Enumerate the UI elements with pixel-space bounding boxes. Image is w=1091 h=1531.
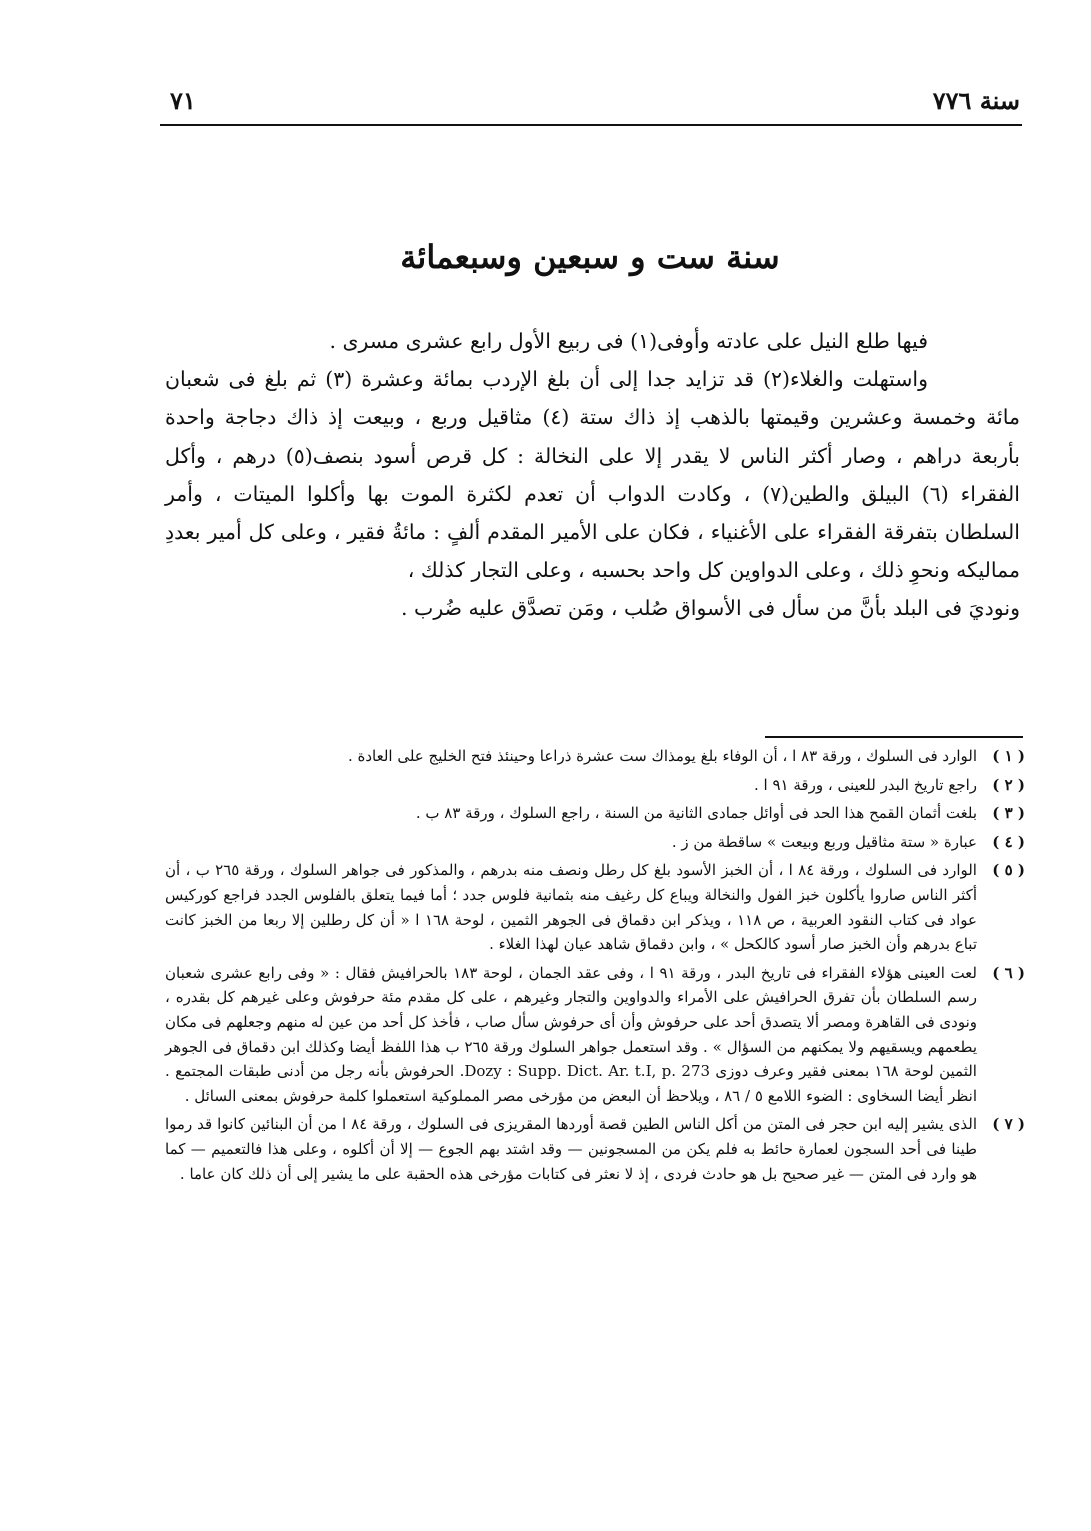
footnote <box>165 1112 1025 1186</box>
footnote <box>165 830 1025 855</box>
footnote-text: لعت العينى هؤلاء الفقراء فى تاريخ البدر ، ورقة ٩١ ا ، وفى عقد الجمان ، لوحة ١٨٣ بالحرافيش فقال : « وفى رابع عشرى شعبان رسم السلطان بأن تفرق الحرافيش على الأمراء والدواوين والتجار وغيرهم ، على كل مقدم مئة حرفوش وعلى غيرهم كل بقدره ، ونودى فى القاهرة ومصر ألا يتصدق أحد على حرفوش وأن أى حرفوش سأل صاب ، فأخذ كل أحد من عين له منهم وجعلهم فى مكان يطعمهم ويسقيهم ولا يمكنهم من السؤال » . وقد استعمل جواهر السلوك ورقة ٢٦٥ ب هذا اللفظ أيضا وكذلك ابن دقماق فى الجوهر الثمين لوحة ١٦٨ بمعنى فقير وعرف دوزى Dozy : Supp. Dict. Ar. t.I, p. 273. الحرفوش بأنه رجل من أدنى طبقات المجتمع . انظر أيضا السخاوى : الضوء اللامع ٥ / ٨٦ ، ويلاحظ أن البعض من مؤرخى مصر المملوكية استعملوا كلمة حرفوش بمعنى السائل . <box>165 963 977 1105</box>
chapter-title: سنة ست و سبعين وسبعمائة <box>400 238 780 276</box>
footnote <box>165 773 1025 798</box>
footnote-rule <box>765 736 1023 738</box>
paragraph: ونوديَ فى البلد بأنَّ من سأل فى الأسواق صُلب ، ومَن تصدَّق عليه ضُرب . <box>400 596 1020 621</box>
footnote-number: ( ١ ) <box>992 747 1025 765</box>
header-rule <box>160 124 1022 126</box>
page-header <box>160 86 1020 122</box>
footnotes <box>165 744 1025 1190</box>
footnote-text: الوارد فى السلوك ، ورقة ٨٣ ا ، أن الوفاء بلغ يومذاك ست عشرة ذراعا وحينئذ فتح الخليج على العادة . <box>347 747 977 765</box>
page-number: ٧١ <box>170 86 196 115</box>
paragraph: فيها طلع النيل على عادته وأوفى(١) فى ربيع الأول رابع عشرى مسرى . <box>329 329 928 353</box>
footnote <box>165 801 1025 826</box>
footnote-number: ( ٢ ) <box>992 775 1025 794</box>
footnote-text: عبارة « ستة مثاقيل وربع وبيعت » ساقطة من ز . <box>671 832 977 851</box>
footnote-number: ( ٧ ) <box>992 1115 1025 1134</box>
body-text <box>165 322 1020 628</box>
footnote-number: ( ٤ ) <box>992 832 1025 851</box>
footnote <box>165 858 1025 956</box>
footnote-number: ( ٦ ) <box>992 963 1025 982</box>
footnote-text: بلغت أثمان القمح هذا الحد فى أوائل جمادى الثانية من السنة ، راجع السلوك ، ورقة ٨٣ ب . <box>415 804 977 823</box>
footnote-number: ( ٥ ) <box>992 861 1025 880</box>
footnote <box>165 744 1025 769</box>
footnote-text: الوارد فى السلوك ، ورقة ٨٤ ا ، أن الخبز الأسود بلغ كل رطل ونصف منه بدرهم ، والمذكور فى جواهر السلوك ، ورقة ٢٦٥ ب ، أن أكثر الناس صاروا يأكلون خبز الفول والنخالة ويباع كل رغيف منه بثمانية فلوس جدد ؛ أما فيما يتعلق بالفلوس الجدد فراجع كوركيس عواد فى كتاب النقود العربية ، ص ١١٨ ، ويذكر ابن دقماق فى الجوهر الثمين ، لوحة ١٦٨ ا « أن كل رطلين إلا ربعا من الخبز كانت تباع بدرهم وأن الخبز صار أسود كالكحل » ، وابن دقماق شاهد عيان لهذا الغلاء . <box>165 861 978 954</box>
paragraph: واستهلت والغلاء(٢) قد تزايد جدا إلى أن بلغ الإردب بمائة وعشرة (٣) ثم بلغ فى شعبان مائة وخمسة وعشرين وقيمتها بالذهب إذ ذاك ستة (٤) مثاقيل وربع ، وبيعت إذ ذاك دجاجة واحدة بأربعة دراهم ، وصار أكثر الناس لا يقدر إلا على النخالة : كل قرص أسود بنصف(٥) درهم ، وأكل الفقراء (٦) البيلق والطين(٧) ، وكادت الدواب أن تعدم لكثرة الموت بها وأكلوا الميتات ، وأمر السلطان بتفرقة الفقراء على الأغنياء ، فكان على الأمير المقدم ألفٍ : مائةُ فقير ، وعلى كل أمير بعددِ مماليكه ونحوِ ذلك ، وعلى الدواوين كل واحد بحسبه ، وعلى التجار كذلك ، <box>165 367 1020 583</box>
running-title: سنة ٧٧٦ <box>932 86 1020 115</box>
footnote-text: راجع تاريخ البدر للعينى ، ورقة ٩١ ا . <box>754 775 977 794</box>
footnote <box>165 961 1025 1109</box>
footnote-number: ( ٣ ) <box>992 804 1025 823</box>
footnote-text: الذى يشير إليه ابن حجر فى المتن من أكل الناس الطين قصة أوردها المقريزى فى السلوك ، ورقة ٨٤ ا من أن البنائين كانوا قد رموا طينا فى أحد السجون لعمارة حائط به فلم يكن من المسجونين — وقد اشتد بهم الجوع — إلا أن أكلوه ، وعلى هذا فالتعميم — كما هو وارد فى المتن — غير صحيح بل هو حادث فردى ، إذ لا نعثر فى كتابات مؤرخى هذه الحقبة على ما يشير إلى أن ذلك كان عاما . <box>165 1115 978 1183</box>
